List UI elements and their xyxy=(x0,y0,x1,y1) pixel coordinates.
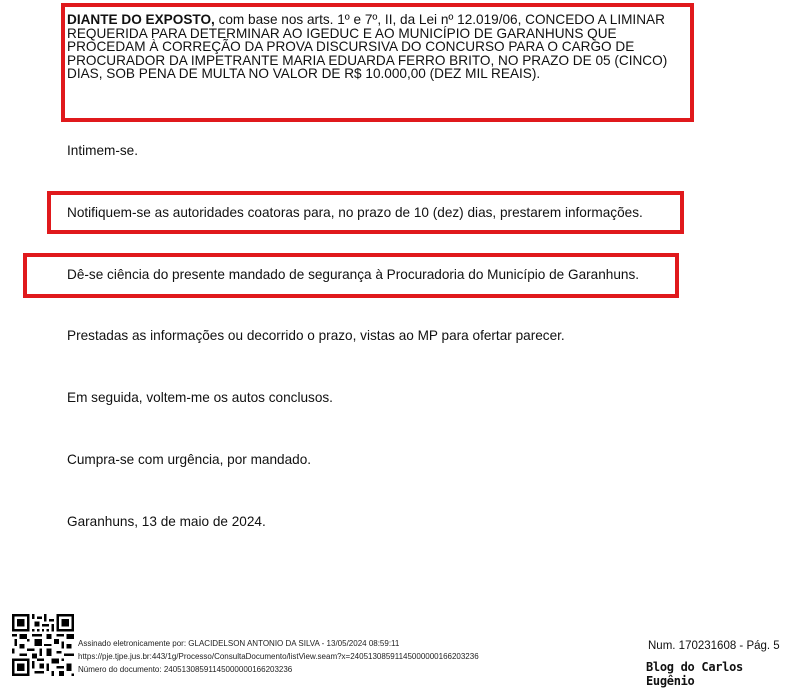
qr-code-icon xyxy=(12,614,74,676)
paragraph-date: Garanhuns, 13 de maio de 2024. xyxy=(67,514,266,529)
decision-paragraph xyxy=(67,13,687,81)
document-url[interactable]: https://pje.tjpe.jus.br:443/1g/Processo/ConsultaDocumento/listView.seam?x=24051308591145000000166203236 xyxy=(78,652,479,661)
paragraph-seguida: Em seguida, voltem-me os autos conclusos. xyxy=(67,390,333,405)
paragraph-notifiquem: Notifiquem-se as autoridades coatoras para, no prazo de 10 (dez) dias, prestarem informações. xyxy=(67,205,643,220)
blog-watermark: Blog do Carlos Eugênio xyxy=(646,660,743,688)
decision-text: com base nos arts. 1º e 7º, II, da Lei nº 12.019/06, CONCEDO A LIMINAR REQUERIDA PARA DETERMINAR AO IGEDUC E AO MUNICÍPIO DE GARANHUNS QUE PROCEDAM À CORREÇÃO DA PROVA DISCURSIVA DO CONCURSO PARA O CARGO DE PROCURADOR DA IMPETRANTE MARIA EDUARDA FERRO BRITO, NO PRAZO DE 05 (CINCO) DIAS, SOB PENA DE MULTA NO VALOR DE R$ 10.000,00 (DEZ MIL REAIS). xyxy=(67,12,668,82)
paragraph-prestadas: Prestadas as informações ou decorrido o prazo, vistas ao MP para ofertar parecer. xyxy=(67,328,565,343)
paragraph-intimem: Intimem-se. xyxy=(67,143,139,158)
page-reference: Num. 170231608 - Pág. 5 xyxy=(648,640,780,652)
document-number: Número do documento: 24051308591145000000166203236 xyxy=(78,665,293,674)
paragraph-ciencia: Dê-se ciência do presente mandado de segurança à Procuradoria do Município de Garanhuns. xyxy=(67,267,640,282)
signature-line: Assinado eletronicamente por: GLACIDELSON ANTONIO DA SILVA - 13/05/2024 08:59:11 xyxy=(78,639,400,648)
paragraph-cumpra: Cumpra-se com urgência, por mandado. xyxy=(67,452,312,467)
decision-lead: DIANTE DO EXPOSTO, xyxy=(67,12,215,27)
